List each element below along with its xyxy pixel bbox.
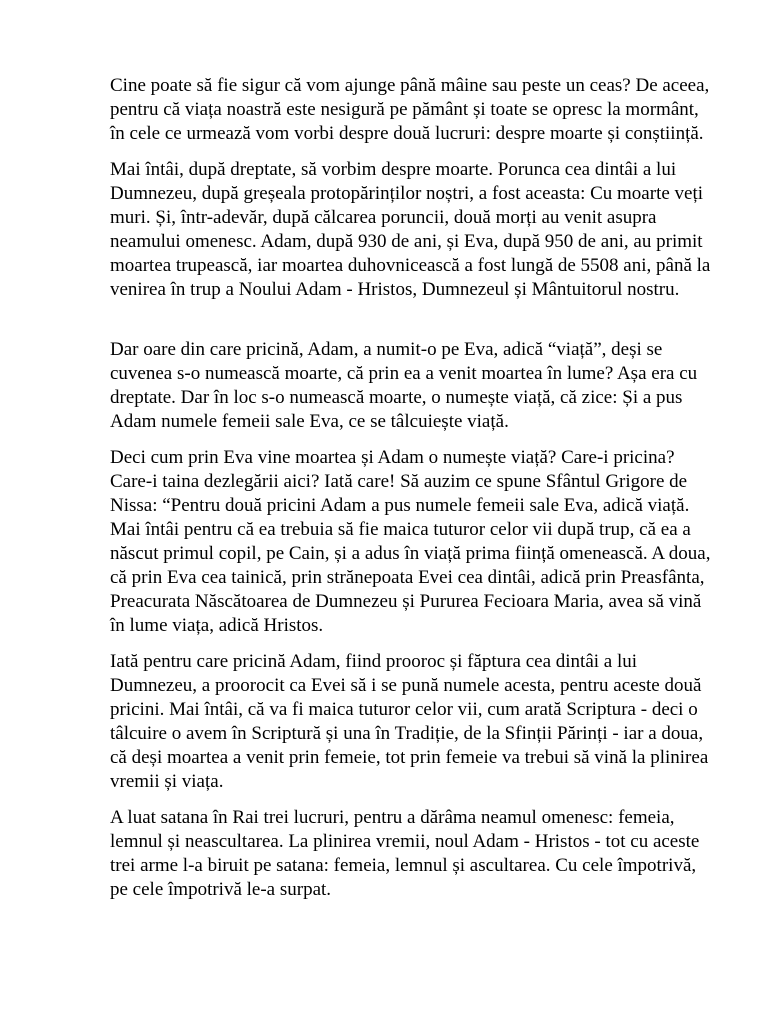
paragraph-three-weapons: A luat satana în Rai trei lucruri, pentru a dărâma neamul omenesc: femeia, lemnul și neascultarea. La plinirea vremii, noul Adam - Hristos - tot cu aceste trei arme l-a biruit pe satana: femeia, lemnul și ascultarea. Cu cele împotrivă, pe cele împotrivă le-a surpat. — [110, 807, 700, 900]
document-page — [110, 74, 716, 914]
paragraph-intro: Cine poate să fie sigur că vom ajunge până mâine sau peste un ceas? De aceea, pentru că viața noastră este nesigură pe pământ și toate se opresc la mormânt, în cele ce urmează vom vorbi despre două lucruri: despre moarte și conștiință. — [110, 75, 710, 144]
paragraph-grigore-nissa: Deci cum prin Eva vine moartea și Adam o numește viață? Care-i pricina? Care-i taina dezlegării aici? Iată care! Să auzim ce spune Sfântul Grigore de Nissa: “Pentru două pricini Adam a pus numele femeii sale Eva, adică viață. Mai întâi pentru că ea trebuia să fie maica tuturor celor vii după trup, că ea a născut primul copil, pe Cain, și a adus în viață prima ființă omenească. A doua, că prin Eva cea tainică, prin strănepoata Evei cea dintâi, adică prin Preasfânta, Preacurata Născătoarea de Dumnezeu și Pururea Fecioara Maria, avea să vină în lume viața, adică Hristos. — [110, 447, 711, 636]
paragraph-death: Mai întâi, după dreptate, să vorbim despre moarte. Porunca cea dintâi a lui Dumnezeu, după greșeala protopărinților noștri, a fost aceasta: Cu moarte veți muri. Și, într-adevăr, după călcarea poruncii, două morți au venit asupra neamului omenesc. Adam, după 930 de ani, și Eva, după 950 de ani, au primit moartea trupească, iar moartea duhovnicească a fost lungă de 5508 ani, până la venirea în trup a Noului Adam - Hristos, Dumnezeul și Mântuitorul nostru. — [110, 159, 711, 300]
paragraph-eva-name: Dar oare din care pricină, Adam, a numit-o pe Eva, adică “viață”, deși se cuvenea s-o numească moarte, că prin ea a venit moartea în lume? Așa era cu dreptate. Dar în loc s-o numească moarte, o numește viață, că zice: Și a pus Adam numele femeii sale Eva, ce se tâlcuiește viață. — [110, 339, 698, 432]
paragraph-two-reasons: Iată pentru care pricină Adam, fiind prooroc și făptura cea dintâi a lui Dumnezeu, a proorocit ca Evei să i se pună numele acesta, pentru aceste două pricini. Mai întâi, că va fi maica tuturor celor vii, cum arată Scriptura - deci o tâlcuire o avem în Scriptură și una în Tradiție, de la Sfinții Părinți - iar a doua, că deși moartea a venit prin femeie, tot prin femeie va trebui să vină la plinirea vremii și viața. — [110, 651, 709, 792]
